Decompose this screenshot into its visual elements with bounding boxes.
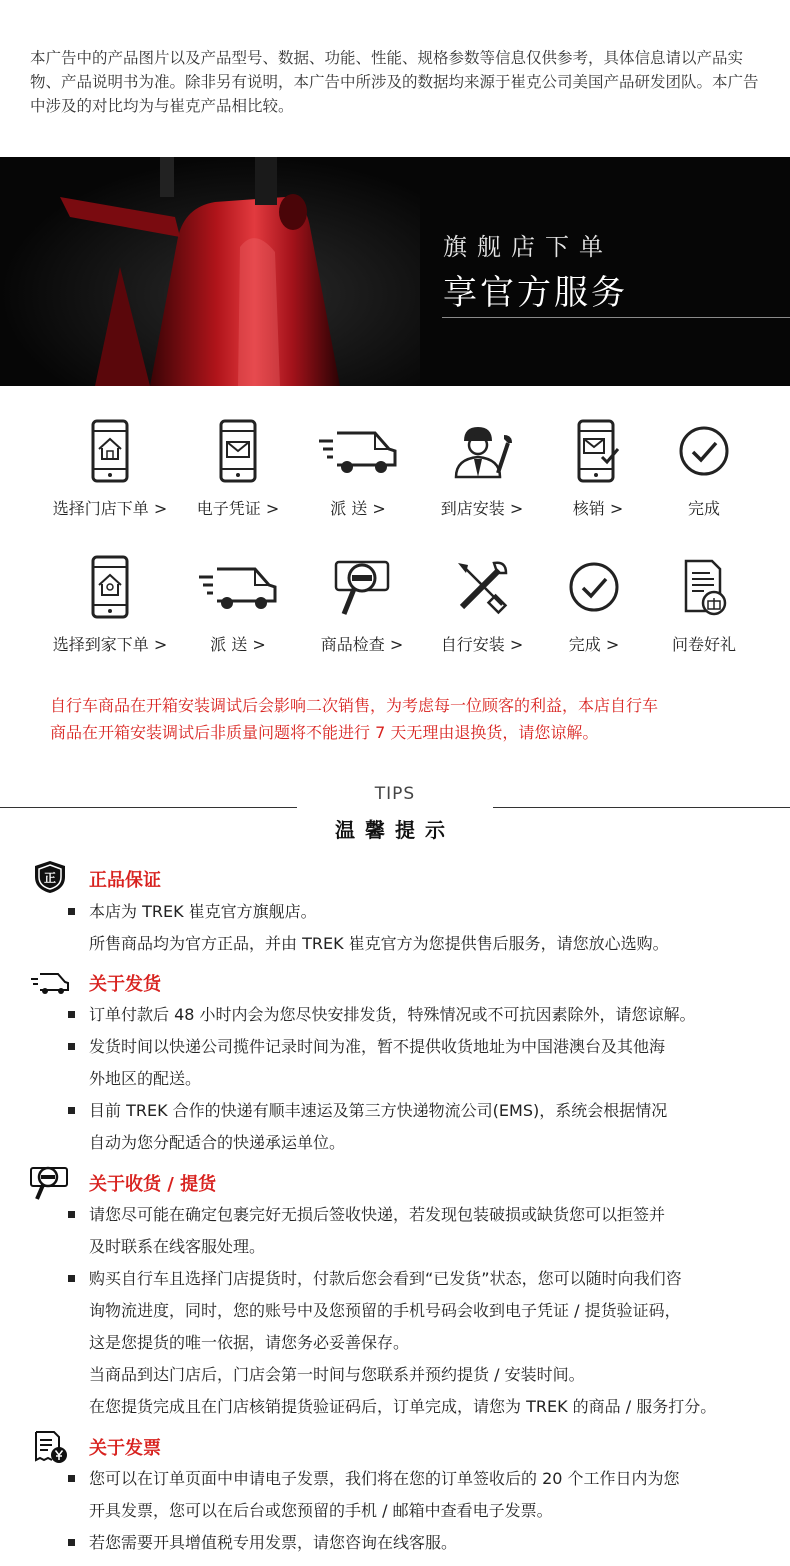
check-circle-icon xyxy=(661,418,747,484)
return-notice xyxy=(50,692,750,746)
bullet xyxy=(68,1107,75,1114)
flow-store-label-5: 核销 > xyxy=(572,499,624,518)
receiving-line-4: 询物流进度，同时，您的账号中及您预留的手机号码会收到电子凭证 / 提货验证码， xyxy=(89,1301,681,1320)
bullet xyxy=(68,1539,75,1546)
receiving-line-6: 当商品到达门店后，门店会第一时间与您联系并预约提货 / 安装时间。 xyxy=(89,1365,585,1384)
return-notice-line-1: 自行车商品在开箱安装调试后会影响二次销售，为考虑每一位顾客的利益，本店自行车 xyxy=(50,696,659,715)
return-notice-line-2: 商品在开箱安装调试后非质量问题将不能进行 7 天无理由退换货，请您谅解。 xyxy=(50,723,599,742)
shipping-line-1: 订单付款后 48 小时内会为您尽快安排发货，特殊情况或不可抗因素除外，请您谅解。 xyxy=(89,1005,696,1024)
shipping-line-4: 目前 TREK 合作的快递有顺丰速运及第三方快递物流公司(EMS)，系统会根据情况 xyxy=(89,1101,668,1120)
phone-verify-icon xyxy=(555,418,641,484)
flow-store-step-4 xyxy=(417,418,547,519)
flow-home-label-1: 选择到家下单 > xyxy=(52,635,168,654)
receiving-line-5: 这是您提货的唯一依据，请您务必妥善保存。 xyxy=(89,1333,410,1352)
banner-divider xyxy=(442,317,790,318)
banner xyxy=(0,157,790,386)
flow-store-step-6 xyxy=(639,418,769,519)
flow-store-label-1: 选择门店下单 > xyxy=(52,499,168,518)
flow-store-label-2: 电子凭证 > xyxy=(196,499,280,518)
check-circle-icon xyxy=(551,554,637,620)
section-title-shipping: 关于发货 xyxy=(89,974,161,995)
shipping-line-5: 自动为您分配适合的快递承运单位。 xyxy=(89,1133,346,1152)
flow-store-label-4: 到店安装 > xyxy=(440,499,524,518)
truck-icon xyxy=(30,966,70,1000)
shipping-line-3: 外地区的配送。 xyxy=(89,1069,202,1088)
receiving-line-3: 购买自行车且选择门店提货时，付款后您会看到“已发货”状态，您可以随时向我们咨 xyxy=(89,1269,682,1288)
section-title-genuine: 正品保证 xyxy=(89,870,161,891)
invoice-line-3: 若您需要开具增值税专用发票，请您咨询在线客服。 xyxy=(89,1533,458,1552)
bullet xyxy=(68,1043,75,1050)
flow-store-step-2 xyxy=(173,418,303,519)
magnifier-icon xyxy=(319,554,405,620)
flow-home-label-3: 商品检查 > xyxy=(320,635,404,654)
bike-frame-image xyxy=(0,157,420,386)
receiving-line-1: 请您尽可能在确定包裹完好无损后签收快递，若发现包装破损或缺货您可以拒签并 xyxy=(89,1205,666,1224)
disclaimer-text: 本广告中的产品图片以及产品型号、数据、功能、性能、规格参数等信息仅供参考，具体信息请以产品实物、产品说明书为准。除非另有说明，本广告中所涉及的数据均来源于崔克公司美国产品研发团队。本广告中涉及的对比均为与崔克产品相比较。 xyxy=(30,49,759,115)
bullet xyxy=(68,1011,75,1018)
flow-store-label-6: 完成 xyxy=(687,499,720,518)
bullet xyxy=(68,1475,75,1482)
flow-store-step-3 xyxy=(293,418,423,519)
flow-home-label-2: 派 送 > xyxy=(210,635,266,654)
phone-home-icon xyxy=(67,554,153,620)
delivery-truck-icon xyxy=(315,418,401,484)
genuine-line-2: 所售商品均为官方正品，并由 TREK 崔克官方为您提供售后服务，请您放心选购。 xyxy=(89,934,669,953)
flow-home-step-3 xyxy=(297,554,427,655)
flow-home-step-6 xyxy=(639,554,769,655)
tips-divider-left xyxy=(0,807,297,808)
bullet xyxy=(68,908,75,915)
flow-home-label-6: 问卷好礼 xyxy=(671,635,736,654)
phone-mail-icon xyxy=(195,418,281,484)
genuine-line-1: 本店为 TREK 崔克官方旗舰店。 xyxy=(89,902,317,921)
tips-divider-right xyxy=(493,807,790,808)
magnifier-icon xyxy=(30,1166,70,1200)
receiving-line-7: 在您提货完成且在门店核销提货验证码后，订单完成，请您为 TREK 的商品 / 服务打分。 xyxy=(89,1397,717,1416)
flow-home-step-4 xyxy=(417,554,547,655)
flow-home-step-1 xyxy=(45,554,175,655)
banner-subtitle: 旗舰店下单 xyxy=(443,233,613,261)
receiving-line-2: 及时联系在线客服处理。 xyxy=(89,1237,266,1256)
invoice-line-2: 开具发票，您可以在后台或您预留的手机 / 邮箱中查看电子发票。 xyxy=(89,1501,553,1520)
flow-store-label-3: 派 送 > xyxy=(330,499,386,518)
tips-heading-zh: 温馨提示 xyxy=(335,818,455,842)
bullet xyxy=(68,1275,75,1282)
tips-heading-en: TIPS xyxy=(374,784,416,804)
bullet xyxy=(68,1211,75,1218)
invoice-line-1: 您可以在订单页面中申请电子发票，我们将在您的订单签收后的 20 个工作日内为您 xyxy=(89,1469,680,1488)
delivery-truck-icon xyxy=(195,554,281,620)
flow-home-step-2 xyxy=(173,554,303,655)
tools-icon xyxy=(439,554,525,620)
shipping-line-2: 发货时间以快递公司揽件记录时间为准，暂不提供收货地址为中国港澳台及其他海 xyxy=(89,1037,666,1056)
shield-icon xyxy=(30,860,70,894)
technician-icon xyxy=(439,418,525,484)
section-title-invoice: 关于发票 xyxy=(89,1438,161,1459)
section-title-receiving: 关于收货 / 提货 xyxy=(89,1174,217,1195)
shield-badge-text: 正 xyxy=(43,871,57,885)
flow-home-label-4: 自行安装 > xyxy=(440,635,524,654)
phone-store-icon xyxy=(67,418,153,484)
invoice-icon xyxy=(30,1430,70,1464)
flow-home-label-5: 完成 > xyxy=(568,635,620,654)
flow-store-step-1 xyxy=(45,418,175,519)
banner-title: 享官方服务 xyxy=(443,273,628,313)
survey-gift-icon xyxy=(661,554,747,620)
